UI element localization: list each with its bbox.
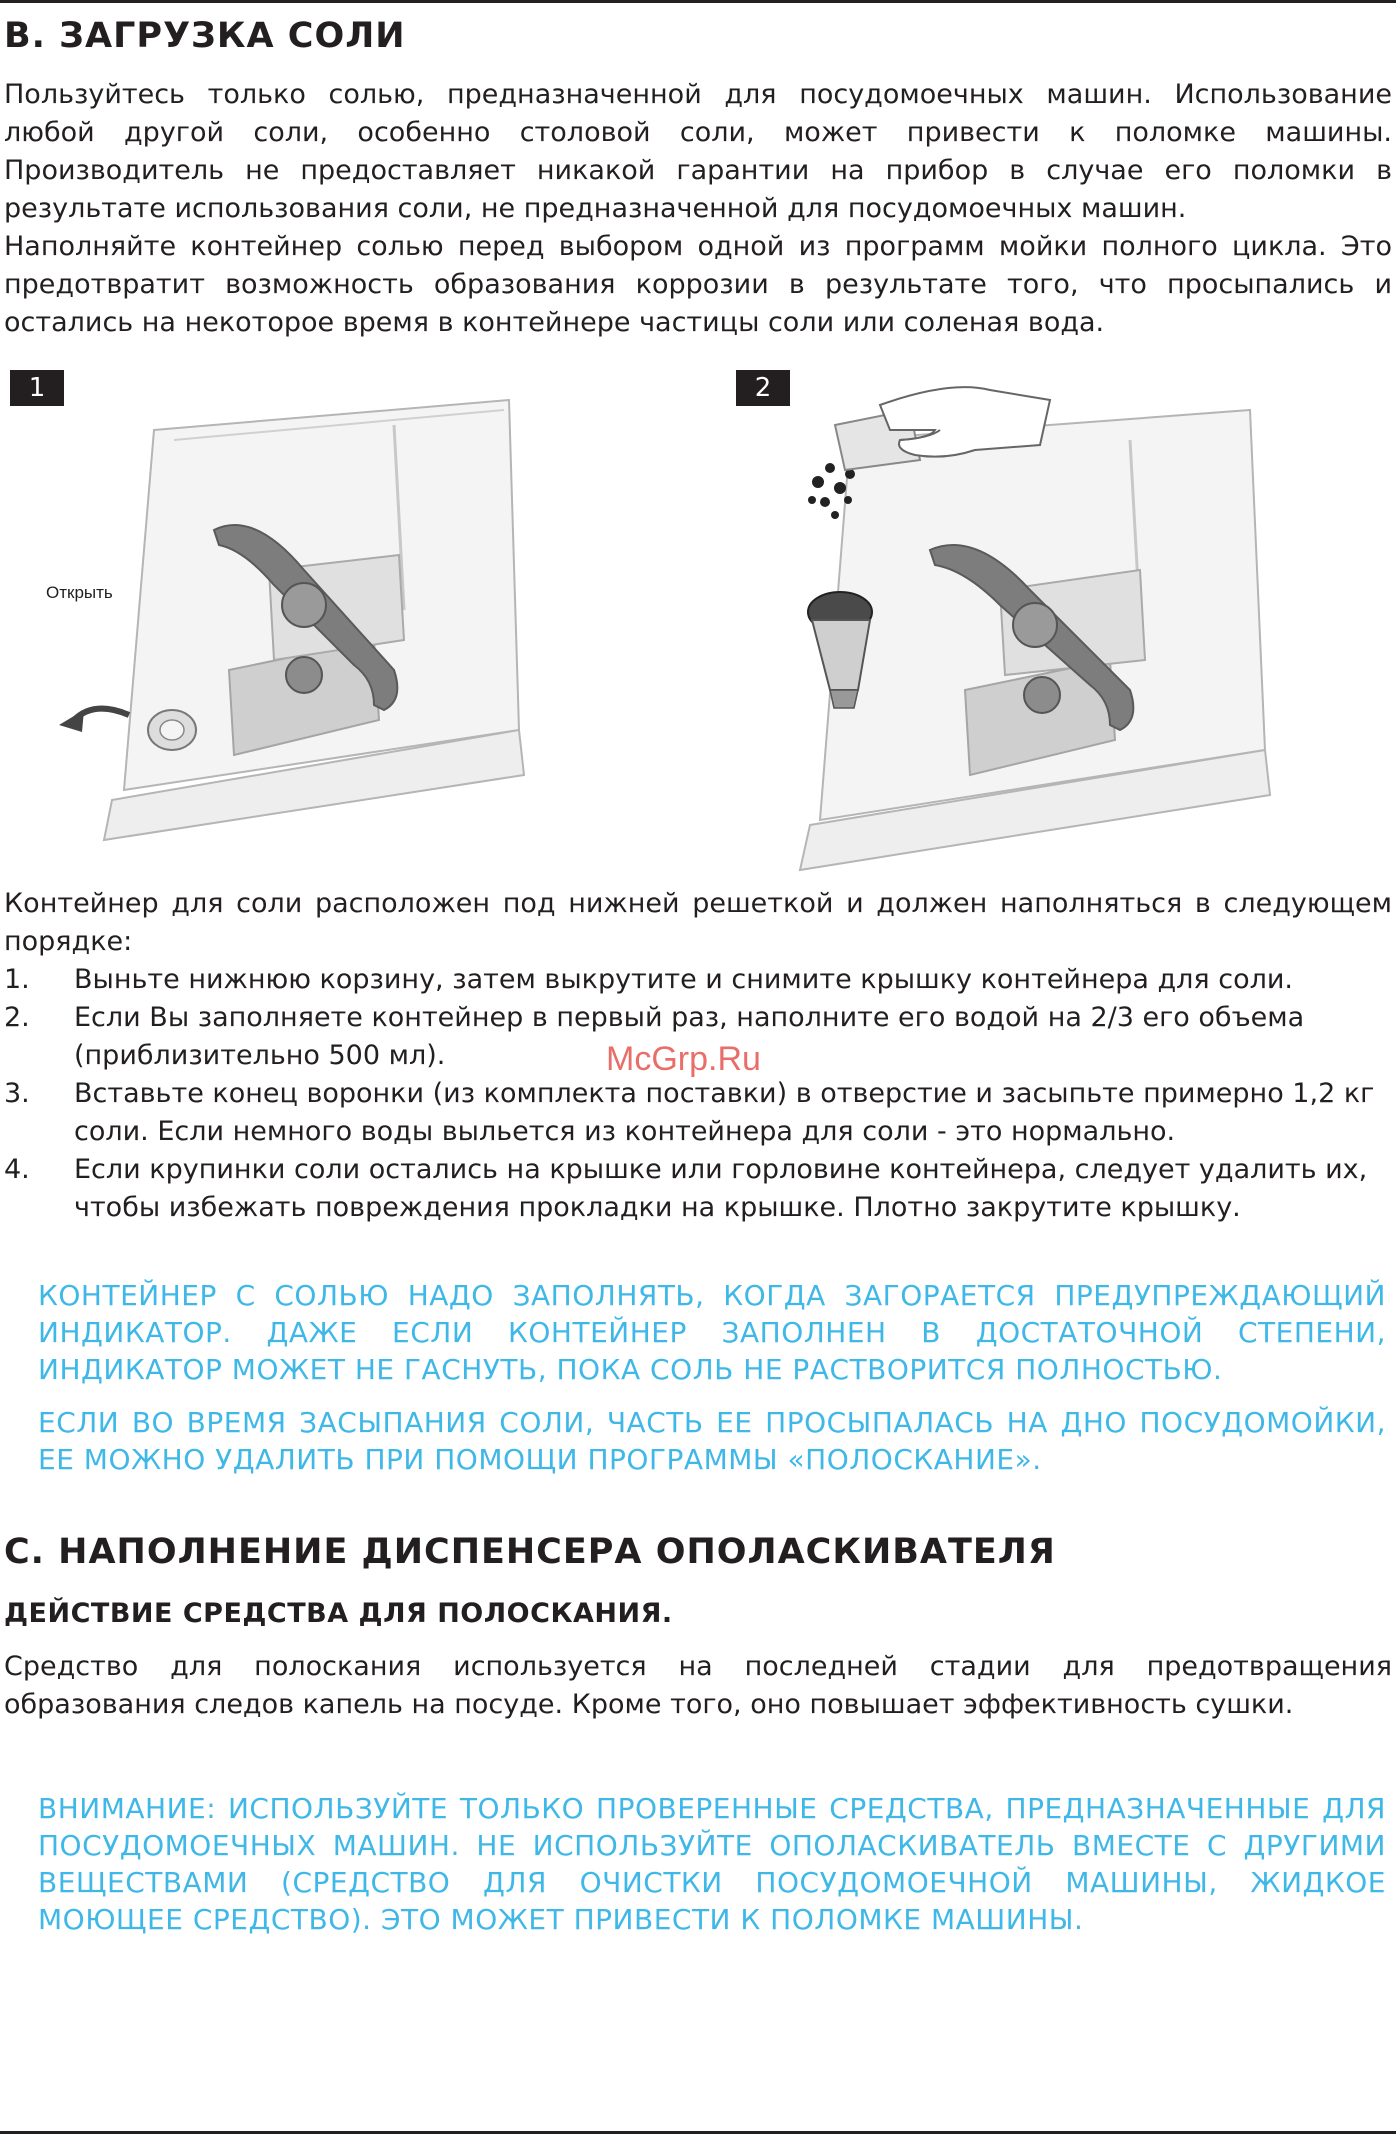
figure-1-number: 1 <box>10 370 64 406</box>
figure-1-open-label: Открыть <box>46 583 113 602</box>
bottom-rule <box>0 2131 1396 2134</box>
container-intro: Контейнер для соли расположен под нижней решеткой и должен наполняться в следующем порядке: <box>4 888 1392 957</box>
step-number: 3. <box>4 1078 30 1109</box>
step-number: 1. <box>4 964 30 995</box>
step-text: Вставьте конец воронки (из комплекта поставки) в отверстие и засыпьте примерно 1,2 кг соли. Если немного воды выльется из контейнера для соли - это нормально. <box>74 1078 1375 1147</box>
section-c-subtitle: ДЕЙСТВИЕ СРЕДСТВА ДЛЯ ПОЛОСКАНИЯ. <box>4 1598 673 1629</box>
watermark: McGrp.Ru <box>606 1040 761 1078</box>
section-b-paragraph-1: Пользуйтесь только солью, предназначенной для посудомоечных машин. Использование любой другой соли, особенно столовой соли, может привести к поломке машины. Производитель не предоставляет никакой гарантии на прибор в случае его поломки в результате использования соли, не предназначенной для посудомоечных машин. <box>4 79 1392 224</box>
figure-2-number: 2 <box>736 370 790 406</box>
page-content <box>4 14 1392 1938</box>
step-number: 4. <box>4 1154 30 1185</box>
steps-list <box>4 961 1392 1227</box>
figure-1 <box>4 370 564 875</box>
step-text: Если крупинки соли остались на крышке или горловине контейнера, следует удалить их, чтобы избежать повреждения прокладки на крышке. Плотно закрутите крышку. <box>74 1154 1368 1223</box>
section-c-title: C. НАПОЛНЕНИЕ ДИСПЕНСЕРА ОПОЛАСКИВАТЕЛЯ <box>4 1532 1056 1572</box>
section-b-title: B. ЗАГРУЗКА СОЛИ <box>4 16 406 56</box>
figure-2-illustration <box>730 370 1290 875</box>
step-text: Если Вы заполняете контейнер в первый раз, наполните его водой на 2/3 его объема (приблизительно 500 мл). <box>74 1002 1305 1071</box>
figure-2 <box>730 370 1290 875</box>
top-rule <box>0 0 1396 3</box>
list-item <box>4 1075 1392 1151</box>
figures-row <box>4 370 1392 885</box>
section-b-paragraph-2: Наполняйте контейнер солью перед выбором одной из программ мойки полного цикла. Это предотвратит возможность образования коррозии в результате того, что просыпались и остались на некоторое время в контейнере частицы соли или соленая вода. <box>4 231 1392 338</box>
rinse-aid-warning-note: ВНИМАНИЕ: ИСПОЛЬЗУЙТЕ ТОЛЬКО ПРОВЕРЕННЫЕ СРЕДСТВА, ПРЕДНАЗНАЧЕННЫЕ ДЛЯ ПОСУДОМОЕЧНЫХ МАШИН. НЕ ИСПОЛЬЗУЙТЕ ОПОЛАСКИВАТЕЛЬ ВМЕСТЕ С ДРУГИМИ ВЕЩЕСТВАМИ (СРЕДСТВО ДЛЯ ОЧИСТКИ ПОСУДОМОЕЧНОЙ МАШИНЫ, ЖИДКОЕ МОЮЩЕЕ СРЕДСТВО). ЭТО МОЖЕТ ПРИВЕСТИ К ПОЛОМКЕ МАШИНЫ. <box>38 1792 1386 1936</box>
figure-1-illustration <box>4 370 564 875</box>
step-number: 2. <box>4 1002 30 1033</box>
section-c-paragraph: Средство для полоскания используется на последней стадии для предотвращения образования следов капель на посуде. Кроме того, оно повышает эффективность сушки. <box>4 1651 1392 1720</box>
spilled-salt-note: ЕСЛИ ВО ВРЕМЯ ЗАСЫПАНИЯ СОЛИ, ЧАСТЬ ЕЕ ПРОСЫПАЛАСЬ НА ДНО ПОСУДОМОЙКИ, ЕЕ МОЖНО УДАЛИТЬ ПРИ ПОМОЩИ ПРОГРАММЫ «ПОЛОСКАНИЕ». <box>38 1406 1386 1476</box>
list-item <box>4 961 1392 999</box>
step-text: Выньте нижнюю корзину, затем выкрутите и снимите крышку контейнера для соли. <box>74 964 1294 995</box>
list-item <box>4 1151 1392 1227</box>
salt-indicator-note: КОНТЕЙНЕР С СОЛЬЮ НАДО ЗАПОЛНЯТЬ, КОГДА ЗАГОРАЕТСЯ ПРЕДУПРЕЖДАЮЩИЙ ИНДИКАТОР. ДАЖЕ ЕСЛИ КОНТЕЙНЕР ЗАПОЛНЕН В ДОСТАТОЧНОЙ СТЕПЕНИ, ИНДИКАТОР МОЖЕТ НЕ ГАСНУТЬ, ПОКА СОЛЬ НЕ РАСТВОРИТСЯ ПОЛНОСТЬЮ. <box>38 1279 1386 1386</box>
